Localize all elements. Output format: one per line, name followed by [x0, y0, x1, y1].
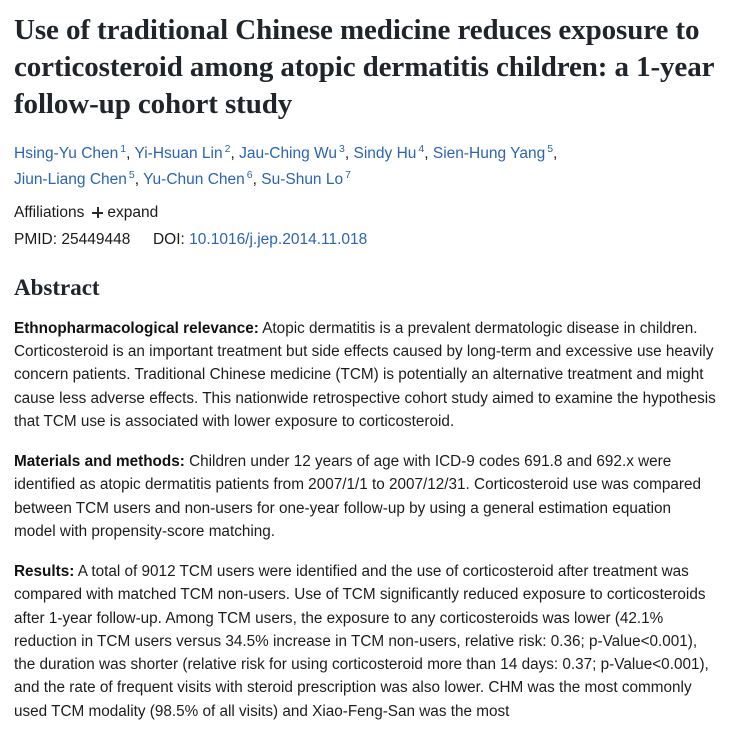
author-entry [143, 168, 253, 188]
author-separator: , [553, 145, 558, 163]
author-link[interactable]: Sindy Hu [353, 145, 417, 163]
abstract-paragraph [14, 450, 716, 543]
doi-label: DOI: [152, 230, 185, 248]
affiliations-label: Affiliations [14, 203, 85, 221]
author-link[interactable]: Su-Shun Lo [261, 170, 344, 188]
abstract-heading: Abstract [14, 274, 100, 300]
author-entry [354, 145, 425, 162]
author-entry [14, 168, 135, 188]
author-entry [134, 145, 230, 162]
author-separator: , [134, 170, 144, 188]
author-separator: , [126, 145, 135, 163]
abstract-paragraph-lead: Ethnopharmacological relevance: [14, 319, 259, 337]
author-affiliation-marker[interactable]: 2 [224, 143, 231, 156]
abstract-paragraph-text: Atopic dermatitis is a prevalent dermatologic disease in children. Corticosteroid is an important treatment but side effects caused by long-term and excessive use heavily concern patients. Traditional Chinese medicine (TCM) is potentially an alternative treatment and might cause less adverse effects. This nationwide retrospective cohort study aimed to examine the hypothesis that TCM use is associated with lower exposure to corticosteroid. [14, 319, 716, 430]
author-link[interactable]: Yu-Chun Chen [143, 170, 245, 188]
expand-affiliations-button[interactable] [92, 204, 158, 222]
doi-link[interactable]: 10.1016/j.jep.2014.11.018 [189, 230, 368, 248]
author-link[interactable]: Yi-Hsuan Lin [134, 145, 223, 163]
author-separator: , [252, 170, 262, 188]
author-separator: , [424, 145, 433, 163]
page-title: Use of traditional Chinese medicine reduces exposure to corticosteroid among atopic dermatitis children: a 1-year follow-up cohort study [14, 14, 714, 121]
plus-icon [92, 207, 103, 218]
author-entry [239, 145, 345, 162]
author-link[interactable]: Jau-Ching Wu [239, 145, 338, 163]
author-link[interactable]: Sien-Hung Yang [432, 145, 546, 163]
author-affiliation-marker[interactable]: 3 [339, 143, 345, 156]
author-entry [14, 145, 126, 162]
author-entry [433, 145, 553, 162]
abstract-paragraph-text: A total of 9012 TCM users were identified and the use of corticosteroid after treatment was compared with matched TCM non-users. Use of TCM significantly reduced exposure to corticosteroids after 1-year follow-up. Among TCM users, the exposure to any corticosteroids was lower (42.1% reduction in TCM users versus 34.5% increase in TCM non-users, relative risk: 0.36; p-Value<0.001), the duration was shorter (relative risk for using corticosteroid more than 14 days: 0.37; p-Value<0.001), and the rate of frequent visits with steroid prescription was also lower. CHM was the most commonly used TCM modality (98.5% of all visits) and Xiao-Feng-San was the most [14, 563, 709, 720]
abstract-paragraph-lead: Results: [14, 563, 75, 581]
author-separator: , [230, 145, 240, 163]
author-link[interactable]: Jiun-Liang Chen [14, 170, 127, 188]
affiliations-row [14, 204, 716, 222]
abstract-paragraph [14, 560, 716, 723]
author-affiliation-marker[interactable]: 6 [246, 168, 253, 181]
author-affiliation-marker[interactable]: 5 [128, 168, 135, 181]
author-link[interactable]: Hsing-Yu Chen [14, 145, 119, 163]
pmid-value: 25449448 [61, 230, 131, 248]
author-list [14, 141, 716, 192]
abstract-paragraph [14, 317, 716, 433]
abstract-paragraph-lead: Materials and methods: [14, 453, 185, 471]
author-separator: , [344, 145, 354, 163]
abstract-body [14, 317, 716, 723]
author-affiliation-marker[interactable]: 7 [345, 168, 351, 181]
author-entry [261, 168, 351, 188]
author-affiliation-marker[interactable]: 1 [120, 143, 127, 156]
author-affiliation-marker[interactable]: 4 [418, 143, 425, 156]
author-affiliation-marker[interactable]: 5 [547, 143, 554, 156]
abstract-paragraph-text: Children under 12 years of age with ICD-9 codes 691.8 and 692.x were identified as atopic dermatitis patients from 2007/1/1 to 2007/12/31. Corticosteroid use was compared between TCM users and non-users for one-year follow-up by using a general estimation equation model with propensity-score matching. [14, 453, 702, 540]
pmid-label: PMID: [14, 230, 58, 248]
identifiers-row [14, 231, 716, 249]
expand-label: expand [107, 203, 159, 221]
